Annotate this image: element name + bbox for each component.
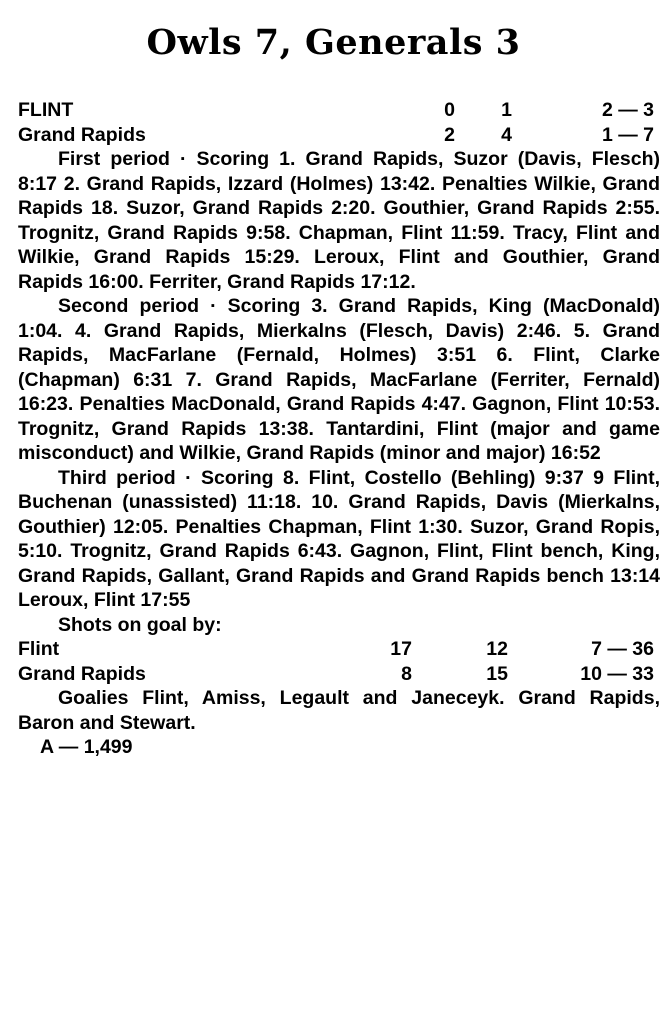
period-1-shots: 17: [390, 638, 412, 660]
period-1-shots: 8: [401, 662, 412, 685]
team-name: Flint: [18, 638, 60, 660]
period-2-score: 4: [501, 123, 512, 146]
period-3-total-score: 2 — 3: [601, 99, 654, 121]
third-period-summary: Third period · Scoring 8. Flint, Costello (Behling) 9:37 9 Flint, Buchenan (unassisted) 11:18. 10. Grand Rapids, Davis (Mierkalns, Gouthier) 12:05. Penalties Chapman, Flint 1:30. Suzor, Grand Ropis, 5:10. Trognitz, Grand Rapids 6:43. Gagnon, Flint, Flint bench, King, Grand Rapids, Gallant, Grand Rapids and Grand Rapids bench 13:14 Leroux, Flint 17:55: [18, 466, 660, 611]
period-2-shots: 12: [486, 638, 508, 660]
team-name: FLINT: [18, 99, 74, 121]
second-period-summary: Second period · Scoring 3. Grand Rapids, King (MacDonald) 1:04. 4. Grand Rapids, Mierkalns (Flesch, Davis) 2:46. 5. Grand Rapids, MacFarlane (Fernald, Holmes) 3:51 6. Flint, Clarke (Chapman) 6:31 7. Grand Rapids, MacFarlane (Ferriter, Fernald) 16:23. Penalties MacDonald, Grand Rapids 4:47. Gagnon, Flint 10:53. Trognitz, Grand Rapids 13:38. Tantardini, Flint (major and game misconduct) and Wilkie, Grand Rapids (minor and major) 16:52: [18, 295, 660, 464]
first-period-summary: First period · Scoring 1. Grand Rapids, Suzor (Davis, Flesch) 8:17 2. Grand Rapids, Izzard (Holmes) 13:42. Penalties Wilkie, Grand Rapids 18. Suzor, Grand Rapids 2:20. Gouthier, Grand Rapids 2:55. Trognitz, Grand Rapids 9:58. Chapman, Flint 11:59. Tracy, Flint and Wilkie, Grand Rapids 15:29. Leroux, Flint and Gouthier, Grand Rapids 16:00. Ferriter, Grand Rapids 17:12.: [18, 148, 660, 293]
score-row-grand-rapids: [18, 123, 660, 148]
period-3-total-score: 1 — 7: [601, 123, 654, 146]
shots-row-flint: [18, 637, 660, 662]
period-1-score: 2: [444, 123, 455, 146]
period-3-total-shots: 10 — 33: [580, 662, 654, 685]
team-name: Grand Rapids: [18, 662, 146, 685]
goalies-line: Goalies Flint, Amiss, Legault and Janeceyk. Grand Rapids, Baron and Stewart.: [18, 687, 660, 734]
box-score-body: [18, 98, 660, 760]
period-1-score: 0: [444, 99, 455, 121]
score-row-flint: [18, 98, 660, 123]
period-2-shots: 15: [486, 662, 508, 685]
headline: Owls 7, Generals 3: [146, 22, 521, 63]
attendance: A — 1,499: [40, 736, 133, 758]
period-2-score: 1: [501, 99, 512, 121]
shots-label: Shots on goal by:: [58, 613, 222, 636]
team-name: Grand Rapids: [18, 123, 146, 146]
period-3-total-shots: 7 — 36: [591, 638, 654, 660]
shots-row-grand-rapids: [18, 662, 660, 687]
